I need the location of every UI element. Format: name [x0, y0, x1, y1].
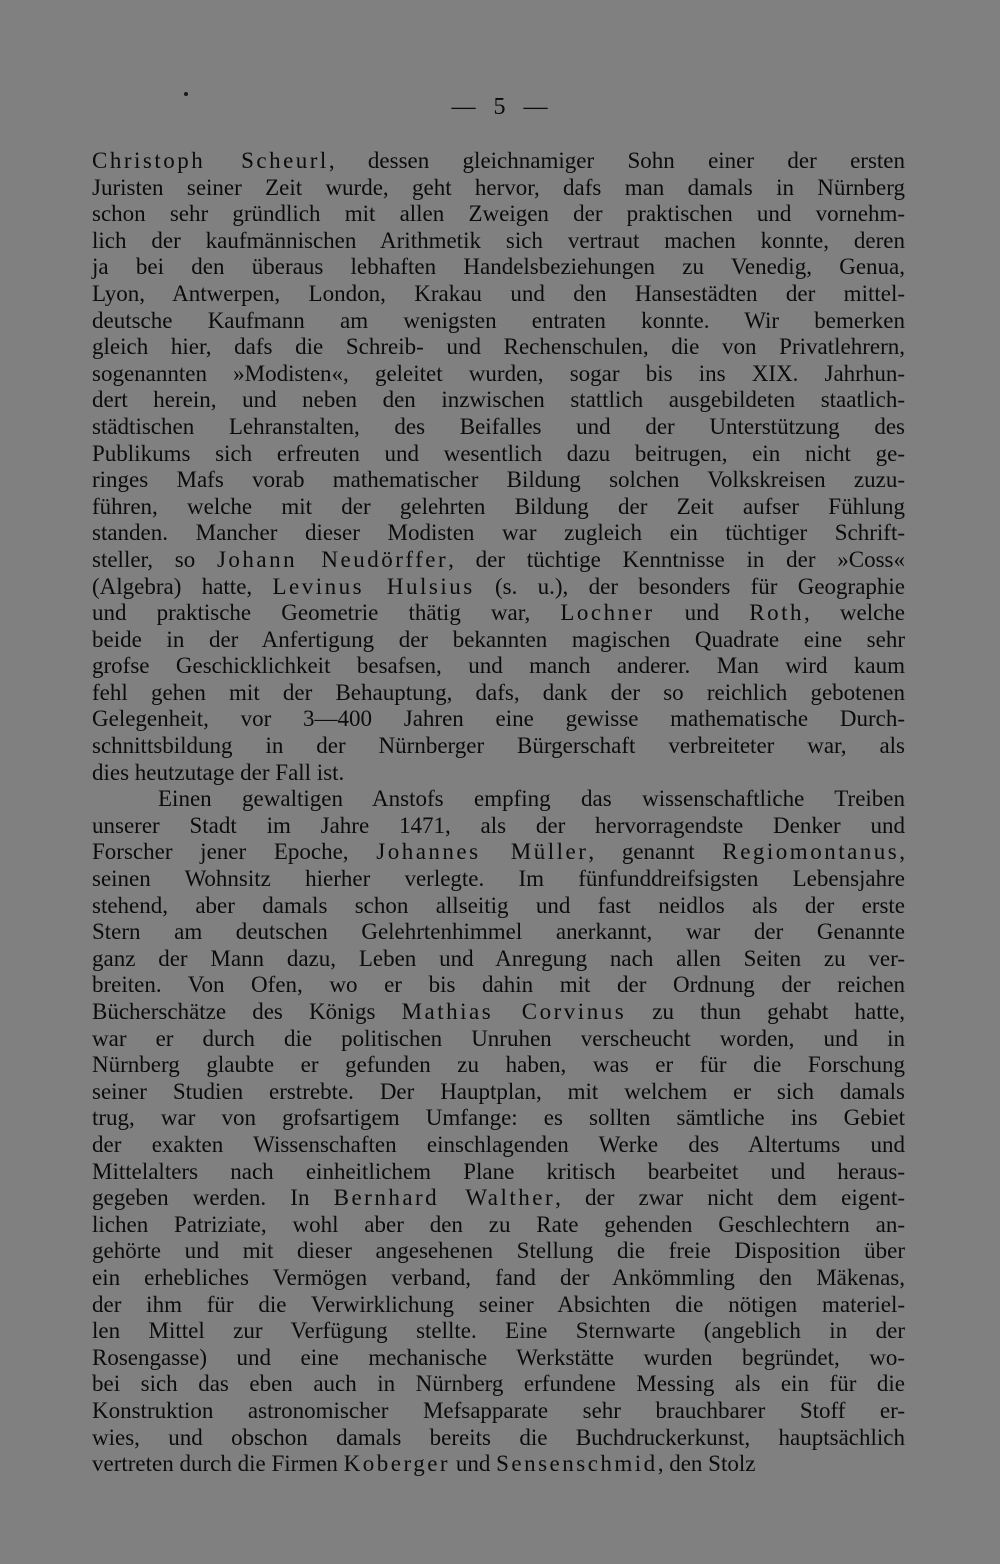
text-line [92, 706, 905, 733]
text-run: Juristen seiner Zeit wurde, geht hervor, dafs man damals in Nürnberg [92, 174, 905, 200]
text-line [92, 414, 905, 441]
text-run: grofse Geschicklichkeit besafsen, und manch anderer. Man wird kaum [92, 653, 905, 679]
text-line [92, 999, 905, 1026]
text-run: gegeben werden. In [92, 1185, 334, 1211]
text-run: len Mittel zur Verfügung stellte. Eine Sternwarte (angeblich in der [92, 1318, 905, 1344]
text-run: ein erhebliches Vermögen verband, fand der Ankömmling den Mäkenas, [92, 1264, 905, 1290]
text-line [92, 1318, 905, 1345]
text-run: gleich hier, dafs die Schreib- und Rechenschulen, die von Privatlehrern, [92, 334, 905, 360]
spaced-name: Regiomontanus [722, 839, 900, 865]
text-line [92, 1105, 905, 1132]
text-line [92, 600, 905, 627]
text-line [92, 1238, 905, 1265]
text-run: Gelegenheit, vor 3—400 Jahren eine gewisse mathematische Durch- [92, 706, 905, 732]
text-line [92, 1451, 905, 1478]
text-line [92, 1265, 905, 1292]
text-line [92, 839, 905, 866]
text-run: Rosengasse) und eine mechanische Werkstätte wurden begründet, wo- [92, 1344, 905, 1370]
text-line [92, 361, 905, 388]
text-line [92, 467, 905, 494]
text-run: deutsche Kaufmann am wenigsten entraten konnte. Wir bemerken [92, 307, 905, 333]
text-run: Bücherschätze des Königs [92, 999, 402, 1024]
paragraph [92, 786, 905, 1477]
text-line [92, 972, 905, 999]
text-line [92, 919, 905, 946]
text-run: war er durch die politischen Unruhen verscheucht worden, und in [92, 1025, 905, 1051]
text-run: gehörte und mit dieser angesehenen Stellung die freie Disposition über [92, 1238, 905, 1264]
text-line [92, 1398, 905, 1425]
text-run: , genannt [588, 839, 723, 865]
text-run: ja bei den überaus lebhaften Handelsbeziehungen zu Venedig, Genua, [92, 254, 905, 280]
spaced-name: Johann Neudörffer [216, 546, 449, 572]
text-line [92, 520, 905, 547]
text-line [92, 387, 905, 414]
text-run: standen. Mancher dieser Modisten war zugleich ein tüchtiger Schrift- [92, 520, 905, 546]
text-run: schon sehr gründlich mit allen Zweigen der praktischen und vornehm- [92, 201, 905, 227]
text-line [92, 1159, 905, 1186]
text-line [92, 574, 905, 601]
text-line [92, 1079, 905, 1106]
spaced-name: Mathias Corvinus [401, 999, 627, 1024]
text-run: und praktische Geometrie thätig war, [92, 600, 561, 626]
text-line [92, 148, 905, 175]
text-run: städtischen Lehranstalten, des Beifalles und der Unterstützung des [92, 413, 905, 439]
text-line [92, 733, 905, 760]
text-line [92, 254, 905, 281]
text-run: stehend, aber damals schon allseitig und fast neidlos als der erste [92, 892, 905, 918]
text-line [92, 1292, 905, 1319]
spaced-name: Sensenschmid [496, 1451, 658, 1477]
text-run: , der zwar nicht dem eigent- [555, 1185, 905, 1211]
spaced-name: Koberger [343, 1451, 451, 1477]
text-line [92, 1345, 905, 1372]
text-line [92, 281, 905, 308]
text-run: und [450, 1451, 497, 1477]
text-run: wies, und obschon damals bereits die Buchdruckerkunst, hauptsächlich [92, 1424, 905, 1450]
text-run: seinen Wohnsitz hierher verlegte. Im fünfunddreifsigsten Lebensjahre [92, 866, 905, 892]
text-run: , [899, 839, 905, 865]
text-run: ganz der Mann dazu, Leben und Anregung nach allen Seiten zu ver- [92, 945, 905, 971]
text-run: steller, so [92, 546, 217, 572]
body-text [92, 148, 905, 1478]
text-run: seiner Studien erstrebte. Der Hauptplan, mit welchem er sich damals [92, 1078, 905, 1104]
text-run: unserer Stadt im Jahre 1471, als der hervorragendste Denker und [92, 812, 905, 838]
text-line [92, 813, 905, 840]
text-run: Mittelalters nach einheitlichem Plane kritisch bearbeitet und heraus- [92, 1158, 905, 1184]
text-run: Nürnberg glaubte er gefunden zu haben, was er für die Forschung [92, 1052, 905, 1078]
text-run: Forscher jener Epoche, [92, 839, 377, 865]
text-line [92, 201, 905, 228]
text-run: , dessen gleichnamiger Sohn einer der ersten [328, 148, 905, 173]
text-run: und [654, 600, 750, 626]
text-run: breiten. Von Ofen, wo er bis dahin mit der Ordnung der reichen [92, 972, 905, 998]
text-run: lichen Patriziate, wohl aber den zu Rate gehenden Geschlechtern an- [92, 1211, 905, 1237]
spaced-name: Bernhard Walther [333, 1185, 556, 1211]
text-run: , welche [804, 600, 905, 626]
text-run: dert herein, und neben den inzwischen stattlich ausgebildeten staatlich- [92, 387, 905, 413]
text-run: sogenannten »Modisten«, geleitet wurden, sogar bis ins XIX. Jahrhun- [92, 360, 905, 386]
text-run: ringes Mafs vorab mathematischer Bildung solchen Volkskreisen zuzu- [92, 467, 905, 493]
text-run: dies heutzutage der Fall ist. [92, 759, 345, 785]
text-line [92, 946, 905, 973]
text-run: Publikums sich erfreuten und wesentlich dazu beitrugen, ein nicht ge- [92, 440, 905, 466]
spaced-name: Lochner [560, 600, 655, 626]
text-line [92, 1425, 905, 1452]
text-line [92, 893, 905, 920]
text-line [92, 1052, 905, 1079]
text-line [92, 308, 905, 335]
text-line [92, 653, 905, 680]
paragraph [92, 148, 905, 786]
text-line [92, 334, 905, 361]
text-run: (s. u.), der besonders für Geographie [474, 573, 906, 599]
text-run: , der tüchtige Kenntnisse in der »Coss« [448, 546, 905, 572]
text-run: bei sich das eben auch in Nürnberg erfundene Messing als ein für die [92, 1371, 905, 1397]
text-run: Lyon, Antwerpen, London, Krakau und den Hansestädten der mittel- [92, 280, 905, 306]
text-run: zu thun gehabt hatte, [626, 999, 905, 1024]
text-run: Einen gewaltigen Anstofs empfing das wissenschaftliche Treiben [158, 786, 905, 812]
text-line [92, 680, 905, 707]
text-line [92, 1132, 905, 1159]
text-run: beide in der Anfertigung der bekannten magischen Quadrate eine sehr [92, 626, 905, 652]
text-line [92, 866, 905, 893]
text-line [92, 1026, 905, 1053]
text-line [92, 1185, 905, 1212]
text-run: , den Stolz [657, 1451, 756, 1477]
text-line [92, 547, 905, 574]
text-run: führen, welche mit der gelehrten Bildung der Zeit aufser Fühlung [92, 493, 905, 519]
spaced-name: Christoph Scheurl [92, 148, 329, 173]
spaced-name: Levinus Hulsius [272, 573, 475, 599]
text-line [92, 627, 905, 654]
text-run: der ihm für die Verwirklichung seiner Absichten die nötigen materiel- [92, 1291, 905, 1317]
text-run: (Algebra) hatte, [92, 573, 273, 599]
text-line [92, 1212, 905, 1239]
text-line [92, 1371, 905, 1398]
text-run: Konstruktion astronomischer Mefsapparate sehr brauchbarer Stoff er- [92, 1397, 905, 1423]
text-run: schnittsbildung in der Nürnberger Bürgerschaft verbreiteter war, als [92, 733, 905, 759]
spaced-name: Roth [749, 600, 804, 626]
text-line [92, 494, 905, 521]
text-run: trug, war von grofsartigem Umfange: es sollten sämtliche ins Gebiet [92, 1105, 905, 1131]
page-number: — 5 — [451, 94, 549, 120]
text-run: vertreten durch die Firmen [92, 1451, 344, 1477]
spaced-name: Johannes Müller [376, 839, 589, 865]
text-line [92, 175, 905, 202]
text-run: fehl gehen mit der Behauptung, dafs, dank der so reichlich gebotenen [92, 679, 905, 705]
text-run: Stern am deutschen Gelehrtenhimmel anerkannt, war der Genannte [92, 919, 905, 945]
text-line [92, 760, 905, 787]
text-line [92, 786, 905, 813]
text-run: der exakten Wissenschaften einschlagenden Werke des Altertums und [92, 1131, 905, 1157]
text-line [92, 228, 905, 255]
text-run: lich der kaufmännischen Arithmetik sich vertraut machen konnte, deren [92, 227, 905, 253]
text-line [92, 441, 905, 468]
